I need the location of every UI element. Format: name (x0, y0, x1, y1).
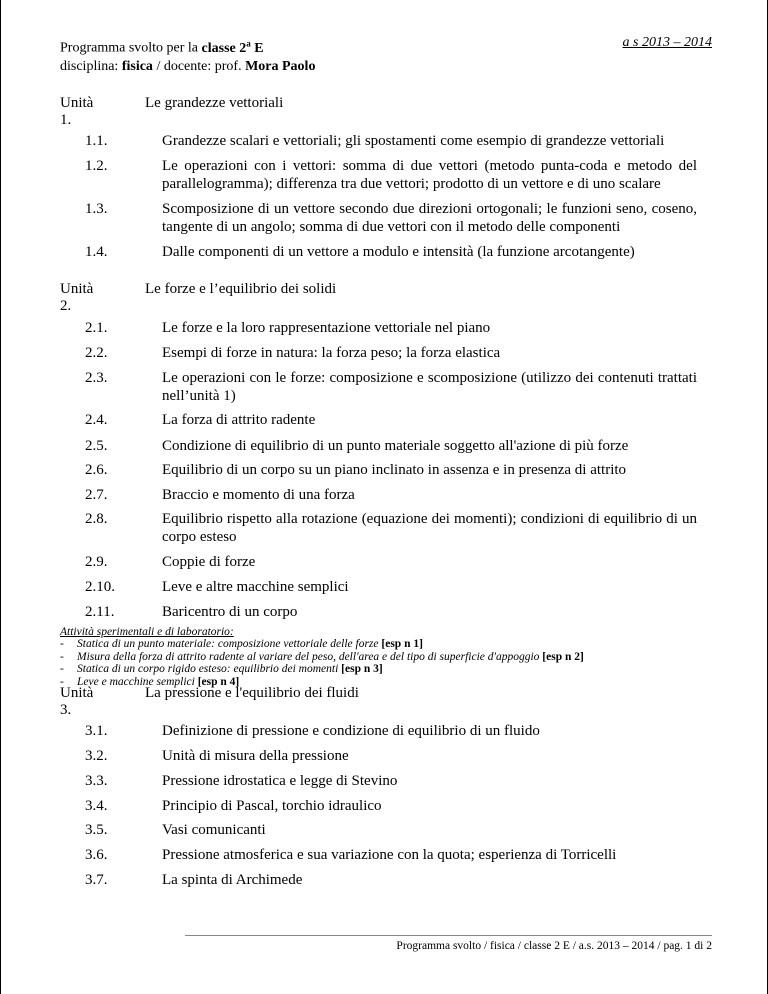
item-text: Pressione atmosferica e sua variazione con la quota; esperienza di Torricelli (162, 847, 617, 863)
item-text: Le operazioni con i vettori: somma di due vettori (metodo punta-coda e metodo del parallelogramma); differenza tra due vettori; prodotto di un vettore e di uno scalare (162, 158, 697, 192)
subject: fisica (121, 58, 153, 74)
item-number: 2.4. (85, 412, 108, 428)
lab-item: - Leve e macchine semplici [esp n 4] (60, 675, 240, 688)
item-number: 2.1. (85, 320, 108, 336)
item-number: 2.10. (85, 579, 115, 595)
lab-heading: Attività sperimentali e di laboratorio: (60, 626, 234, 638)
experiment-ref: [esp n 1] (381, 638, 423, 651)
item-text: Pressione idrostatica e legge di Stevino (162, 773, 398, 789)
unit-number: Unità 3. (60, 685, 94, 718)
item-number: 2.2. (85, 345, 108, 361)
header-line-1: Programma svolto per la classe 2$^a$ E (60, 38, 264, 56)
item-text: Coppie di forze (162, 554, 256, 570)
item-text: Equilibrio rispetto alla rotazione (equazione dei momenti); condizioni di equilibrio di un corpo esteso (162, 511, 697, 545)
item-number: 3.4. (85, 798, 108, 814)
page-border-left (0, 0, 1, 994)
item-number: 1.3. (85, 201, 108, 217)
unit-title: Le forze e l’equilibrio dei solidi (145, 281, 337, 297)
item-number: 2.9. (85, 554, 108, 570)
item-number: 3.5. (85, 822, 108, 838)
item-number: 2.7. (85, 487, 108, 503)
lab-item: - Misura della forza di attrito radente al variare del peso, dell'area e del tipo di superficie d'appoggio [esp n 2] (60, 650, 584, 663)
item-number: 1.4. (85, 244, 108, 260)
item-number: 3.1. (85, 723, 108, 739)
item-text: La spinta di Archimede (162, 872, 303, 888)
unit-title: Le grandezze vettoriali (145, 95, 284, 111)
item-text: Equilibrio di un corpo su un piano inclinato in assenza e in presenza di attrito (162, 462, 627, 478)
item-text: La forza di attrito radente (162, 412, 316, 428)
item-text: Unità di misura della pressione (162, 748, 349, 764)
document-header (60, 34, 712, 76)
item-text: Baricentro di un corpo (162, 604, 298, 620)
unit-number: Unità 2. (60, 281, 94, 314)
item-text: Esempi di forze in natura: la forza peso; la forza elastica (162, 345, 501, 361)
item-number: 3.2. (85, 748, 108, 764)
experiment-ref: [esp n 4] (197, 675, 240, 688)
item-number: 2.6. (85, 462, 108, 478)
experiment-ref: [esp n 3] (341, 663, 383, 676)
item-text: Braccio e momento di una forza (162, 487, 355, 503)
item-text: Le forze e la loro rappresentazione vettoriale nel piano (162, 320, 491, 336)
header-line-2: disciplina: fisica / docente: prof. Mora Paolo (60, 58, 316, 74)
item-text: Vasi comunicanti (162, 822, 266, 838)
item-text: Condizione di equilibrio di un punto materiale soggetto all'azione di più forze (162, 438, 629, 454)
item-number: 3.7. (85, 872, 108, 888)
footer-divider (185, 935, 712, 936)
item-number: 1.1. (85, 133, 108, 149)
lab-activities (60, 626, 720, 688)
item-text: Dalle componenti di un vettore a modulo e intensità (la funzione arcotangente) (162, 244, 635, 260)
item-number: 2.5. (85, 438, 108, 454)
page-footer: Programma svolto / fisica / classe 2 E / a.s. 2013 – 2014 / pag. 1 di 2 (396, 940, 712, 952)
teacher-name: Mora Paolo (245, 58, 316, 74)
item-text: Scomposizione di un vettore secondo due direzioni ortogonali; le funzioni seno, coseno, tangente di un angolo; somma di due vettori con il metodo delle componenti (162, 201, 697, 235)
item-text: Grandezze scalari e vettoriali; gli spostamenti come esempio di grandezze vettoriali (162, 133, 665, 149)
school-year: a s 2013 – 2014 (622, 35, 712, 50)
item-number: 2.11. (85, 604, 115, 620)
class-label: classe 2$^a$ E (201, 38, 264, 56)
lab-item: - Statica di un corpo rigido esteso: equilibrio dei momenti [esp n 3] (60, 663, 383, 676)
item-text: Principio di Pascal, torchio idraulico (162, 798, 382, 814)
experiment-ref: [esp n 2] (542, 650, 584, 663)
item-number: 2.8. (85, 511, 108, 527)
item-text: Definizione di pressione e condizione di equilibrio di un fluido (162, 723, 540, 739)
item-text: Leve e altre macchine semplici (162, 579, 349, 595)
item-number: 1.2. (85, 158, 108, 174)
item-number: 2.3. (85, 370, 108, 386)
item-number: 3.6. (85, 847, 108, 863)
lab-item: - Statica di un punto materiale: composizione vettoriale delle forze [esp n 1] (60, 638, 423, 651)
item-text: Le operazioni con le forze: composizione e scomposizione (utilizzo dei contenuti trattati nell’unità 1) (162, 370, 697, 404)
unit-number: Unità 1. (60, 95, 94, 128)
unit-title: La pressione e l'equilibrio dei fluidi (145, 685, 359, 701)
item-number: 3.3. (85, 773, 108, 789)
